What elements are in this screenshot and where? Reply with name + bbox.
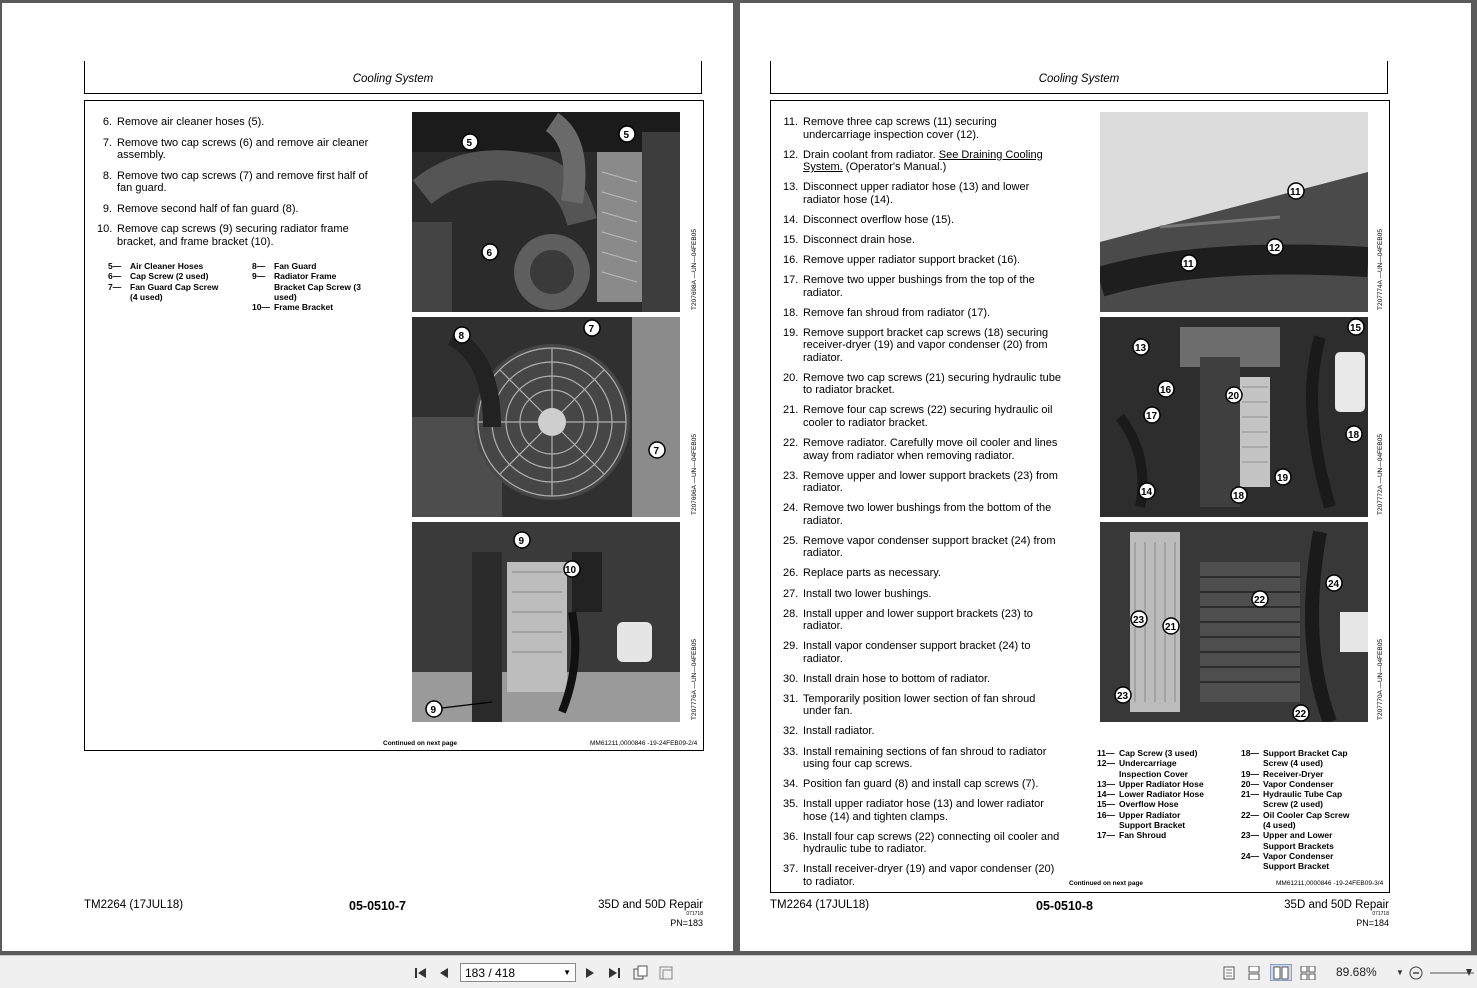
step-text: Remove upper and lower support brackets (23) from radiator.	[803, 469, 1058, 495]
footer-pn: PN=184	[1356, 918, 1389, 928]
figure-inspection-cover-photo	[1100, 112, 1368, 312]
continued-note: Continued on next page	[1069, 880, 1144, 887]
step-item	[783, 437, 1063, 462]
step-item	[783, 234, 1063, 247]
svg-text:9: 9	[430, 705, 437, 716]
svg-text:18: 18	[1348, 430, 1360, 441]
step-number: 33.	[783, 745, 799, 758]
step-text: Remove air cleaner hoses (5).	[117, 116, 265, 128]
page-184	[740, 3, 1471, 951]
step-text: Remove upper radiator support bracket (16).	[803, 253, 1021, 266]
svg-text:7: 7	[588, 324, 595, 335]
footer-pn: PN=183	[670, 918, 703, 928]
svg-text:9: 9	[518, 536, 525, 547]
step-item	[783, 327, 1063, 365]
step-text: Remove two cap screws (7) and remove first half of fan guard.	[117, 169, 368, 194]
step-text: Remove second half of fan guard (8).	[117, 202, 299, 215]
legend-item: 18— Support Bracket Cap Screw (4 used)	[1241, 748, 1348, 769]
step-text: Remove cap screws (9) securing radiator frame bracket, and frame bracket (10).	[117, 223, 349, 248]
svg-text:20: 20	[1228, 391, 1240, 402]
last-page-icon[interactable]	[605, 964, 623, 981]
svg-text:23: 23	[1133, 615, 1145, 626]
legend-item: 15— Overflow Hose	[1097, 799, 1179, 810]
step-item	[783, 608, 1063, 633]
step-text: Install drain hose to bottom of radiator.	[803, 672, 991, 685]
figure-id: T207770A —UN—04FEB05	[1377, 639, 1384, 720]
legend-item: 8— Fan Guard	[252, 261, 317, 271]
legend-item: 5— Air Cleaner Hoses	[108, 261, 204, 271]
single-page-icon[interactable]	[1221, 964, 1237, 981]
footer-manual-id: TM2264 (17JUL18)	[84, 899, 184, 911]
svg-text:18: 18	[1233, 491, 1245, 502]
step-number: 21.	[783, 404, 799, 417]
step-item	[783, 470, 1063, 495]
step-text: Remove three cap screws (11) securing undercarriage inspection cover (12).	[803, 116, 997, 141]
svg-text:22: 22	[1295, 709, 1307, 720]
step-text: Position fan guard (8) and install cap screws (7).	[803, 778, 1039, 791]
step-number: 35.	[783, 798, 799, 811]
figure-oil-cooler-photo	[1100, 522, 1368, 722]
step-item	[783, 863, 1063, 888]
step-text: Install upper radiator hose (13) and lower radiator hose (14) and tighten clamps.	[803, 798, 1044, 823]
svg-text:6: 6	[486, 248, 493, 259]
legend-item: 17— Fan Shroud	[1097, 830, 1167, 841]
legend-column	[1097, 748, 1211, 841]
svg-text:7: 7	[653, 446, 660, 457]
step-item	[783, 673, 1063, 686]
legend-column	[108, 261, 222, 302]
step-text: Install radiator.	[803, 725, 875, 738]
step-number: 19.	[783, 326, 799, 339]
first-page-icon[interactable]	[412, 964, 430, 981]
step-number: 24.	[783, 502, 799, 515]
step-number: 37.	[783, 863, 799, 876]
legend-item: 7— Fan Guard Cap Screw (4 used)	[108, 281, 219, 302]
footer-manual-id: TM2264 (17JUL18)	[770, 899, 870, 911]
step-number: 6.	[102, 116, 112, 128]
figure-air-cleaner-photo	[412, 112, 680, 312]
step-number: 18.	[783, 306, 799, 319]
zoom-dropdown-icon[interactable]: ▼	[1396, 968, 1404, 977]
legend-item: 20— Vapor Condenser	[1241, 778, 1334, 789]
step-number: 34.	[783, 778, 799, 791]
step-number: 36.	[783, 830, 799, 843]
step-item	[783, 567, 1063, 580]
step-text: Replace parts as necessary.	[803, 567, 941, 580]
svg-text:13: 13	[1135, 343, 1147, 354]
step-text: Remove two upper bushings from the top of the radiator.	[803, 274, 1035, 299]
step-text: Remove fan shroud from radiator (17).	[803, 306, 991, 319]
footer-title: 35D and 50D Repair	[1284, 899, 1389, 911]
svg-text:12: 12	[1269, 243, 1281, 254]
step-item	[97, 170, 377, 195]
step-number: 16.	[783, 253, 799, 266]
legend-item: 10— Frame Bracket	[252, 302, 334, 313]
step-number: 26.	[783, 567, 799, 580]
step-text: Disconnect overflow hose (15).	[803, 213, 955, 226]
two-page-icon[interactable]	[1270, 964, 1292, 981]
legend-column	[1241, 748, 1355, 872]
step-item	[783, 746, 1063, 771]
step-number: 25.	[783, 534, 799, 547]
legend-item: 23— Upper and Lower Support Brackets	[1241, 830, 1334, 851]
step-item	[783, 725, 1063, 738]
continued-note: Continued on next page	[383, 740, 458, 747]
step-text: Drain coolant from radiator. See Draining Cooling System. (Operator's Manual.)	[803, 148, 1043, 174]
svg-text:16: 16	[1160, 385, 1172, 396]
zoom-out-icon[interactable]	[1408, 964, 1424, 981]
step-text: Install two lower bushings.	[803, 587, 932, 600]
step-item	[783, 214, 1063, 227]
footer-date-code: 071718	[686, 911, 703, 917]
fit-icon[interactable]	[656, 964, 676, 981]
reference-code: MM61211,0000846 -19-24FEB09-2/4	[590, 740, 698, 747]
rotate-icon[interactable]	[630, 964, 650, 981]
legend-item: 21— Hydraulic Tube Cap Screw (2 used)	[1241, 789, 1343, 810]
step-item	[97, 203, 377, 216]
legend-item: 19— Receiver-Dryer	[1241, 768, 1324, 779]
header-title: Cooling System	[1038, 73, 1120, 85]
step-text: Disconnect drain hose.	[803, 233, 915, 246]
step-number: 29.	[783, 640, 799, 653]
svg-text:22: 22	[1254, 595, 1266, 606]
step-number: 30.	[783, 672, 799, 685]
footer-date-code: 071718	[1372, 911, 1389, 917]
figure-radiator-hoses-photo	[1100, 317, 1368, 517]
legend-item: 24— Vapor Condenser Support Bracket	[1241, 850, 1334, 872]
procedure-steps	[97, 116, 377, 256]
legend-item: 9— Radiator Frame Bracket Cap Screw (3 used)	[252, 271, 361, 302]
step-number: 12.	[783, 148, 799, 161]
step-text: Install vapor condenser support bracket (24) to radiator.	[803, 640, 1031, 665]
svg-text:11: 11	[1183, 259, 1194, 270]
step-item	[783, 372, 1063, 397]
zoom-slider[interactable]	[1430, 964, 1474, 981]
step-text: Remove vapor condenser support bracket (24) from radiator.	[803, 534, 1056, 560]
step-number: 32.	[783, 725, 799, 738]
page-number-value: 183 / 418	[465, 966, 516, 980]
step-text: Disconnect upper radiator hose (13) and lower radiator hose (14).	[803, 181, 1030, 206]
svg-text:17: 17	[1146, 411, 1158, 422]
step-number: 20.	[783, 371, 799, 384]
step-item	[783, 502, 1063, 527]
svg-text:10: 10	[565, 565, 577, 576]
step-item	[783, 798, 1063, 823]
step-text: Temporarily position lower section of fan shroud under fan.	[803, 692, 1036, 718]
step-item	[783, 831, 1063, 856]
footer-page-number: 05-0510-7	[349, 899, 406, 913]
step-item	[783, 404, 1063, 429]
prev-page-icon[interactable]	[437, 964, 451, 981]
step-number: 11.	[783, 116, 798, 128]
step-text: Remove radiator. Carefully move oil cooler and lines away from radiator when removing radiator.	[803, 437, 1058, 462]
legend-item: 12— Undercarriage Inspection Cover	[1097, 758, 1188, 779]
pdf-toolbar	[0, 955, 1477, 988]
step-number: 23.	[783, 469, 799, 482]
legend-item: 16— Upper Radiator Support Bracket	[1097, 809, 1186, 831]
step-item	[783, 535, 1063, 560]
figure-id: T207774A —UN—04FEB05	[1377, 229, 1384, 310]
continuous-icon[interactable]	[1246, 964, 1262, 981]
step-number: 8.	[102, 169, 112, 182]
legend-item: 14— Lower Radiator Hose	[1097, 789, 1205, 800]
svg-text:14: 14	[1141, 487, 1153, 498]
step-number: 22.	[783, 437, 799, 450]
zoom-level[interactable]: 89.68%	[1336, 965, 1377, 979]
chevron-down-icon[interactable]: ▼	[563, 968, 571, 977]
step-number: 27.	[783, 587, 799, 600]
step-item	[783, 588, 1063, 601]
header-title: Cooling System	[352, 73, 434, 85]
figure-id: T207772A —UN—04FEB05	[1377, 434, 1384, 515]
step-text: Remove support bracket cap screws (18) securing receiver-dryer (19) and vapor condenser (20) from radiator.	[803, 326, 1049, 364]
step-text: Remove two cap screws (21) securing hydraulic tube to radiator bracket.	[803, 371, 1062, 397]
step-number: 10.	[97, 223, 113, 235]
step-number: 31.	[783, 692, 799, 705]
step-text: Install receiver-dryer (19) and vapor condenser (20) to radiator.	[803, 863, 1055, 888]
footer-title: 35D and 50D Repair	[598, 899, 703, 911]
step-item	[783, 274, 1063, 299]
step-item	[97, 137, 377, 162]
svg-text:24: 24	[1328, 579, 1340, 590]
step-number: 7.	[102, 136, 112, 149]
figure-fan-guard-photo	[412, 317, 680, 517]
page-number-input[interactable]	[460, 963, 576, 982]
step-text: Remove four cap screws (22) securing hydraulic oil cooler to radiator bracket.	[803, 404, 1053, 429]
step-number: 14.	[783, 213, 799, 226]
step-item	[97, 223, 377, 248]
svg-text:5: 5	[466, 138, 473, 149]
cross-reference-link[interactable]: See Draining Cooling System.	[803, 148, 1043, 174]
step-item	[783, 778, 1063, 791]
step-number: 15.	[783, 233, 799, 246]
page-183	[2, 3, 733, 951]
step-item	[783, 307, 1063, 320]
procedure-steps	[783, 116, 1063, 896]
next-page-icon[interactable]	[583, 964, 597, 981]
legend-item: 22— Oil Cooler Cap Screw (4 used)	[1241, 809, 1350, 831]
svg-text:23: 23	[1117, 691, 1129, 702]
step-text: Remove two cap screws (6) and remove air cleaner assembly.	[117, 136, 369, 161]
step-text: Install remaining sections of fan shroud to radiator using four cap screws.	[803, 745, 1047, 771]
step-number: 17.	[783, 274, 799, 287]
step-item	[783, 254, 1063, 267]
step-item	[783, 181, 1063, 206]
legend-column	[252, 261, 366, 312]
legend-item: 11— Cap Screw (3 used)	[1097, 748, 1198, 758]
svg-text:15: 15	[1350, 323, 1362, 334]
figure-id: T207776A —UN—04FEB05	[691, 639, 698, 720]
step-text: Install four cap screws (22) connecting oil cooler and hydraulic tube to radiator.	[803, 830, 1060, 856]
footer-page-number: 05-0510-8	[1036, 899, 1093, 913]
svg-text:19: 19	[1277, 473, 1289, 484]
figure-id: T207698A —UN—04FEB05	[691, 229, 698, 310]
figure-radiator-bracket-photo	[412, 522, 680, 722]
svg-text:5: 5	[623, 130, 630, 141]
step-item	[97, 116, 377, 129]
step-number: 9.	[102, 202, 112, 215]
step-text: Install upper and lower support brackets (23) to radiator.	[803, 607, 1033, 633]
reference-code: MM61211,0000846 -19-24FEB09-3/4	[1276, 880, 1384, 887]
step-item	[783, 149, 1063, 174]
step-number: 13.	[783, 181, 799, 194]
svg-text:11: 11	[1290, 187, 1301, 198]
step-item	[783, 693, 1063, 718]
step-text: Remove two lower bushings from the bottom of the radiator.	[803, 502, 1052, 527]
svg-text:21: 21	[1165, 622, 1177, 633]
legend-item: 13— Upper Radiator Hose	[1097, 778, 1204, 789]
two-page-continuous-icon[interactable]	[1298, 964, 1318, 981]
figure-id: T207696A —UN—04FEB05	[691, 434, 698, 515]
step-item	[783, 116, 1063, 141]
legend-item: 6— Cap Screw (2 used)	[108, 271, 209, 282]
svg-text:8: 8	[458, 331, 465, 342]
step-item	[783, 640, 1063, 665]
step-number: 28.	[783, 607, 799, 620]
